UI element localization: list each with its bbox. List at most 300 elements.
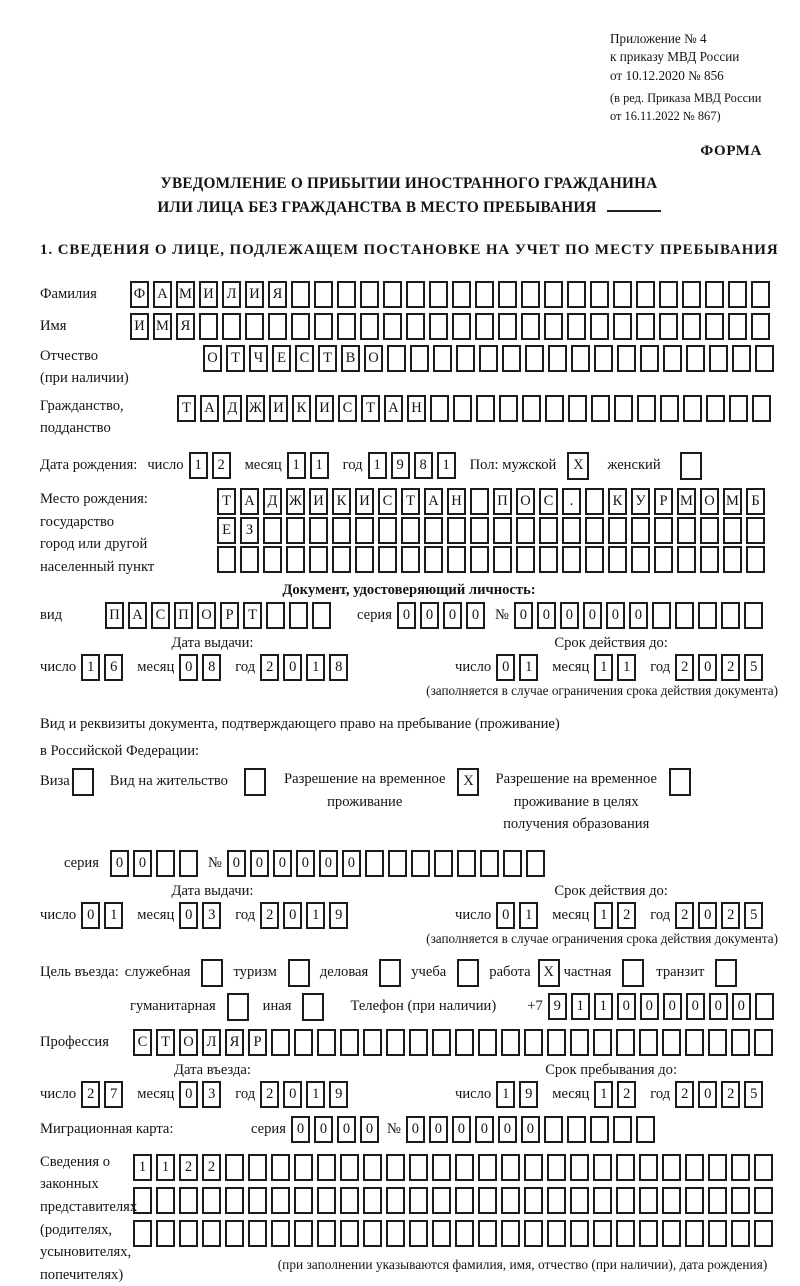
representative-cell[interactable] — [271, 1220, 290, 1247]
doc-series-cell[interactable]: 0 — [397, 602, 416, 629]
birth-place-cell[interactable] — [217, 546, 236, 573]
birth-place-cell[interactable] — [723, 546, 742, 573]
profession-cell[interactable] — [340, 1029, 359, 1056]
doc-type-cell[interactable] — [312, 602, 331, 629]
surname-cell[interactable] — [337, 281, 356, 308]
representative-cell[interactable] — [708, 1154, 727, 1181]
surname-cell[interactable] — [521, 281, 540, 308]
birth-place-cell[interactable]: А — [240, 488, 259, 515]
birth-place-cell[interactable]: М — [677, 488, 696, 515]
representative-cell[interactable] — [179, 1220, 198, 1247]
citizenship-cell[interactable]: Ж — [246, 395, 265, 422]
sex-female-cell[interactable] — [680, 452, 702, 480]
doc-issue-year-cell[interactable]: 0 — [283, 654, 302, 681]
representative-cell[interactable] — [547, 1220, 566, 1247]
citizenship-cell[interactable] — [660, 395, 679, 422]
migration-number-cell[interactable] — [590, 1116, 609, 1143]
representative-cell[interactable] — [386, 1187, 405, 1214]
representative-cell[interactable] — [754, 1220, 773, 1247]
birth-place-cell[interactable]: У — [631, 488, 650, 515]
birth-place-cell[interactable] — [332, 517, 351, 544]
permit-number-cell[interactable] — [480, 850, 499, 877]
representative-cell[interactable] — [386, 1220, 405, 1247]
birth-place-cell[interactable] — [539, 517, 558, 544]
permit-series-cell[interactable] — [156, 850, 175, 877]
entry-day-cell[interactable]: 7 — [104, 1081, 123, 1108]
birth-place-cell[interactable]: П — [493, 488, 512, 515]
permit-series-cell[interactable]: 0 — [133, 850, 152, 877]
birth-place-cell[interactable] — [746, 517, 765, 544]
birth-place-cell[interactable] — [263, 517, 282, 544]
patronymic-cell[interactable] — [594, 345, 613, 372]
doc-series-cell[interactable]: 0 — [466, 602, 485, 629]
temp-permit-cell[interactable]: X — [457, 768, 479, 796]
representative-cell[interactable] — [731, 1187, 750, 1214]
permit-number-cell[interactable]: 0 — [296, 850, 315, 877]
representative-cell[interactable] — [248, 1220, 267, 1247]
representative-cell[interactable] — [340, 1220, 359, 1247]
entry-month-cell[interactable]: 3 — [202, 1081, 221, 1108]
patronymic-cell[interactable] — [732, 345, 751, 372]
birth-place-cell[interactable]: Е — [217, 517, 236, 544]
surname-cell[interactable]: Л — [222, 281, 241, 308]
patronymic-cell[interactable] — [617, 345, 636, 372]
doc-issue-year-cell[interactable]: 2 — [260, 654, 279, 681]
profession-cell[interactable]: Т — [156, 1029, 175, 1056]
entry-year-cell[interactable]: 1 — [306, 1081, 325, 1108]
patronymic-cell[interactable] — [548, 345, 567, 372]
representative-cell[interactable] — [639, 1187, 658, 1214]
permit-number-cell[interactable] — [365, 850, 384, 877]
citizenship-cell[interactable] — [522, 395, 541, 422]
migration-number-cell[interactable]: 0 — [429, 1116, 448, 1143]
birth-place-cell[interactable] — [401, 546, 420, 573]
profession-cell[interactable]: Я — [225, 1029, 244, 1056]
doc-type-cell[interactable]: С — [151, 602, 170, 629]
purpose-tourism-cell[interactable] — [288, 959, 310, 987]
doc-number-cell[interactable]: 0 — [560, 602, 579, 629]
patronymic-cell[interactable]: Т — [226, 345, 245, 372]
citizenship-cell[interactable] — [591, 395, 610, 422]
profession-cell[interactable]: О — [179, 1029, 198, 1056]
patronymic-cell[interactable] — [456, 345, 475, 372]
surname-cell[interactable]: А — [153, 281, 172, 308]
birth-place-cell[interactable] — [401, 517, 420, 544]
birth-place-cell[interactable]: И — [355, 488, 374, 515]
birth-place-cell[interactable] — [677, 546, 696, 573]
citizenship-cell[interactable]: К — [292, 395, 311, 422]
given-name-cell[interactable] — [291, 313, 310, 340]
given-name-cell[interactable] — [728, 313, 747, 340]
permit-issue-month-cell[interactable]: 0 — [179, 902, 198, 929]
stay-year-cell[interactable]: 5 — [744, 1081, 763, 1108]
representative-cell[interactable] — [478, 1154, 497, 1181]
birth-place-cell[interactable] — [240, 546, 259, 573]
birth-place-cell[interactable] — [424, 517, 443, 544]
purpose-other-cell[interactable] — [302, 993, 324, 1021]
profession-cell[interactable] — [271, 1029, 290, 1056]
birth-year-cell[interactable]: 8 — [414, 452, 433, 479]
birth-place-cell[interactable]: К — [332, 488, 351, 515]
migration-series-cell[interactable]: 0 — [291, 1116, 310, 1143]
given-name-cell[interactable]: И — [130, 313, 149, 340]
purpose-private-cell[interactable] — [622, 959, 644, 987]
birth-place-cell[interactable] — [539, 546, 558, 573]
citizenship-cell[interactable]: И — [315, 395, 334, 422]
representative-cell[interactable] — [363, 1220, 382, 1247]
permit-series-cell[interactable]: 0 — [110, 850, 129, 877]
stay-year-cell[interactable]: 2 — [675, 1081, 694, 1108]
doc-issue-month-cell[interactable]: 8 — [202, 654, 221, 681]
representative-cell[interactable] — [294, 1154, 313, 1181]
permit-number-cell[interactable] — [503, 850, 522, 877]
stay-day-cell[interactable]: 1 — [496, 1081, 515, 1108]
patronymic-cell[interactable] — [755, 345, 774, 372]
citizenship-cell[interactable] — [545, 395, 564, 422]
doc-issue-year-cell[interactable]: 8 — [329, 654, 348, 681]
representative-cell[interactable] — [593, 1187, 612, 1214]
purpose-transit-cell[interactable] — [715, 959, 737, 987]
doc-series-cell[interactable]: 0 — [443, 602, 462, 629]
representative-cell[interactable] — [616, 1220, 635, 1247]
representative-cell[interactable] — [501, 1154, 520, 1181]
representative-cell[interactable] — [363, 1154, 382, 1181]
patronymic-cell[interactable] — [709, 345, 728, 372]
representative-cell[interactable] — [294, 1187, 313, 1214]
profession-cell[interactable] — [294, 1029, 313, 1056]
birth-place-cell[interactable]: А — [424, 488, 443, 515]
profession-cell[interactable]: С — [133, 1029, 152, 1056]
representative-cell[interactable] — [386, 1154, 405, 1181]
given-name-cell[interactable] — [360, 313, 379, 340]
citizenship-cell[interactable] — [729, 395, 748, 422]
representative-cell[interactable] — [685, 1154, 704, 1181]
birth-place-cell[interactable] — [585, 546, 604, 573]
permit-issue-month-cell[interactable]: 3 — [202, 902, 221, 929]
patronymic-cell[interactable] — [686, 345, 705, 372]
representative-cell[interactable] — [662, 1187, 681, 1214]
patronymic-cell[interactable] — [663, 345, 682, 372]
doc-type-cell[interactable]: Р — [220, 602, 239, 629]
representative-cell[interactable] — [409, 1220, 428, 1247]
surname-cell[interactable]: И — [245, 281, 264, 308]
given-name-cell[interactable] — [337, 313, 356, 340]
birth-place-cell[interactable] — [355, 546, 374, 573]
surname-cell[interactable]: Ф — [130, 281, 149, 308]
migration-number-cell[interactable] — [636, 1116, 655, 1143]
doc-number-cell[interactable] — [721, 602, 740, 629]
representative-cell[interactable]: 1 — [156, 1154, 175, 1181]
representative-cell[interactable] — [501, 1220, 520, 1247]
representative-cell[interactable] — [156, 1187, 175, 1214]
doc-expiry-year-cell[interactable]: 2 — [721, 654, 740, 681]
patronymic-cell[interactable]: С — [295, 345, 314, 372]
citizenship-cell[interactable]: Н — [407, 395, 426, 422]
birth-place-cell[interactable]: Н — [447, 488, 466, 515]
doc-number-cell[interactable]: 0 — [629, 602, 648, 629]
given-name-cell[interactable] — [245, 313, 264, 340]
permit-issue-day-cell[interactable]: 1 — [104, 902, 123, 929]
birth-place-cell[interactable] — [608, 546, 627, 573]
representative-cell[interactable] — [202, 1187, 221, 1214]
doc-expiry-month-cell[interactable]: 1 — [617, 654, 636, 681]
birth-place-cell[interactable] — [424, 546, 443, 573]
citizenship-cell[interactable] — [568, 395, 587, 422]
given-name-cell[interactable] — [705, 313, 724, 340]
representative-cell[interactable] — [179, 1187, 198, 1214]
permit-number-cell[interactable] — [411, 850, 430, 877]
surname-cell[interactable] — [383, 281, 402, 308]
permit-series-cell[interactable] — [179, 850, 198, 877]
representative-cell[interactable] — [432, 1220, 451, 1247]
given-name-cell[interactable] — [429, 313, 448, 340]
permit-number-cell[interactable]: 0 — [319, 850, 338, 877]
migration-number-cell[interactable] — [544, 1116, 563, 1143]
given-name-cell[interactable] — [682, 313, 701, 340]
given-name-cell[interactable] — [452, 313, 471, 340]
representative-cell[interactable] — [639, 1220, 658, 1247]
doc-number-cell[interactable] — [744, 602, 763, 629]
representative-cell[interactable] — [524, 1154, 543, 1181]
doc-number-cell[interactable]: 0 — [537, 602, 556, 629]
purpose-business-cell[interactable] — [379, 959, 401, 987]
profession-cell[interactable] — [547, 1029, 566, 1056]
profession-cell[interactable] — [754, 1029, 773, 1056]
citizenship-cell[interactable]: И — [269, 395, 288, 422]
birth-place-cell[interactable] — [493, 517, 512, 544]
migration-series-cell[interactable]: 0 — [314, 1116, 333, 1143]
patronymic-cell[interactable] — [640, 345, 659, 372]
permit-issue-year-cell[interactable]: 9 — [329, 902, 348, 929]
given-name-cell[interactable] — [613, 313, 632, 340]
profession-cell[interactable]: Р — [248, 1029, 267, 1056]
surname-cell[interactable] — [360, 281, 379, 308]
surname-cell[interactable]: И — [199, 281, 218, 308]
profession-cell[interactable] — [478, 1029, 497, 1056]
profession-cell[interactable] — [685, 1029, 704, 1056]
doc-number-cell[interactable] — [675, 602, 694, 629]
representative-cell[interactable] — [432, 1154, 451, 1181]
given-name-cell[interactable] — [498, 313, 517, 340]
patronymic-cell[interactable] — [433, 345, 452, 372]
citizenship-cell[interactable]: Т — [361, 395, 380, 422]
representative-cell[interactable]: 1 — [133, 1154, 152, 1181]
birth-place-cell[interactable] — [631, 546, 650, 573]
representative-cell[interactable]: 2 — [179, 1154, 198, 1181]
sex-male-cell[interactable]: X — [567, 452, 589, 480]
representative-cell[interactable] — [317, 1154, 336, 1181]
purpose-work-cell[interactable]: X — [538, 959, 560, 987]
doc-issue-day-cell[interactable]: 6 — [104, 654, 123, 681]
representative-cell[interactable] — [225, 1187, 244, 1214]
citizenship-cell[interactable]: А — [384, 395, 403, 422]
doc-number-cell[interactable] — [698, 602, 717, 629]
birth-place-cell[interactable] — [654, 546, 673, 573]
representative-cell[interactable] — [363, 1187, 382, 1214]
doc-type-cell[interactable]: Т — [243, 602, 262, 629]
migration-number-cell[interactable] — [613, 1116, 632, 1143]
representative-cell[interactable] — [340, 1187, 359, 1214]
birth-place-cell[interactable] — [493, 546, 512, 573]
birth-place-cell[interactable] — [447, 546, 466, 573]
doc-expiry-year-cell[interactable]: 5 — [744, 654, 763, 681]
given-name-cell[interactable] — [314, 313, 333, 340]
representative-cell[interactable] — [731, 1154, 750, 1181]
profession-cell[interactable] — [593, 1029, 612, 1056]
birth-year-cell[interactable]: 1 — [437, 452, 456, 479]
doc-expiry-day-cell[interactable]: 1 — [519, 654, 538, 681]
doc-issue-month-cell[interactable]: 0 — [179, 654, 198, 681]
birth-place-cell[interactable] — [470, 517, 489, 544]
representative-cell[interactable] — [662, 1220, 681, 1247]
surname-cell[interactable] — [613, 281, 632, 308]
entry-year-cell[interactable]: 2 — [260, 1081, 279, 1108]
representative-cell[interactable] — [455, 1187, 474, 1214]
permit-expiry-year-cell[interactable]: 0 — [698, 902, 717, 929]
representative-cell[interactable] — [685, 1187, 704, 1214]
birth-place-cell[interactable]: К — [608, 488, 627, 515]
representative-cell[interactable] — [754, 1154, 773, 1181]
migration-number-cell[interactable]: 0 — [452, 1116, 471, 1143]
given-name-cell[interactable] — [567, 313, 586, 340]
patronymic-cell[interactable] — [479, 345, 498, 372]
representative-cell[interactable] — [409, 1187, 428, 1214]
citizenship-cell[interactable] — [499, 395, 518, 422]
surname-cell[interactable] — [728, 281, 747, 308]
profession-cell[interactable] — [363, 1029, 382, 1056]
representative-cell[interactable] — [639, 1154, 658, 1181]
birth-place-cell[interactable]: Р — [654, 488, 673, 515]
surname-cell[interactable] — [659, 281, 678, 308]
representative-cell[interactable] — [547, 1187, 566, 1214]
patronymic-cell[interactable] — [410, 345, 429, 372]
birth-month-cell[interactable]: 1 — [287, 452, 306, 479]
patronymic-cell[interactable] — [502, 345, 521, 372]
representative-cell[interactable] — [225, 1154, 244, 1181]
patronymic-cell[interactable]: О — [364, 345, 383, 372]
birth-place-cell[interactable] — [447, 517, 466, 544]
doc-expiry-year-cell[interactable]: 0 — [698, 654, 717, 681]
purpose-humanitarian-cell[interactable] — [227, 993, 249, 1021]
representative-cell[interactable] — [616, 1187, 635, 1214]
representative-cell[interactable] — [708, 1187, 727, 1214]
birth-place-cell[interactable] — [309, 546, 328, 573]
birth-place-cell[interactable] — [700, 517, 719, 544]
surname-cell[interactable] — [406, 281, 425, 308]
profession-cell[interactable] — [409, 1029, 428, 1056]
birth-place-cell[interactable] — [723, 517, 742, 544]
representative-cell[interactable] — [432, 1187, 451, 1214]
representative-cell[interactable] — [271, 1154, 290, 1181]
birth-place-cell[interactable]: С — [378, 488, 397, 515]
doc-number-cell[interactable] — [652, 602, 671, 629]
birth-place-cell[interactable] — [286, 546, 305, 573]
given-name-cell[interactable] — [268, 313, 287, 340]
doc-number-cell[interactable]: 0 — [606, 602, 625, 629]
representative-cell[interactable] — [570, 1220, 589, 1247]
profession-cell[interactable] — [524, 1029, 543, 1056]
purpose-study-cell[interactable] — [457, 959, 479, 987]
given-name-cell[interactable] — [222, 313, 241, 340]
representative-cell[interactable] — [133, 1220, 152, 1247]
permit-expiry-year-cell[interactable]: 2 — [721, 902, 740, 929]
profession-cell[interactable]: Л — [202, 1029, 221, 1056]
surname-cell[interactable] — [567, 281, 586, 308]
representative-cell[interactable] — [662, 1154, 681, 1181]
birth-place-cell[interactable]: И — [309, 488, 328, 515]
birth-place-cell[interactable]: . — [562, 488, 581, 515]
doc-number-cell[interactable]: 0 — [583, 602, 602, 629]
representative-cell[interactable] — [248, 1187, 267, 1214]
migration-series-cell[interactable]: 0 — [360, 1116, 379, 1143]
given-name-cell[interactable] — [544, 313, 563, 340]
entry-year-cell[interactable]: 9 — [329, 1081, 348, 1108]
given-name-cell[interactable] — [636, 313, 655, 340]
given-name-cell[interactable]: М — [153, 313, 172, 340]
surname-cell[interactable] — [475, 281, 494, 308]
permit-expiry-day-cell[interactable]: 0 — [496, 902, 515, 929]
surname-cell[interactable] — [314, 281, 333, 308]
birth-place-cell[interactable]: С — [539, 488, 558, 515]
birth-place-cell[interactable] — [355, 517, 374, 544]
stay-year-cell[interactable]: 0 — [698, 1081, 717, 1108]
phone-digit-cell[interactable]: 0 — [686, 993, 705, 1020]
patronymic-cell[interactable]: Е — [272, 345, 291, 372]
citizenship-cell[interactable] — [453, 395, 472, 422]
given-name-cell[interactable] — [383, 313, 402, 340]
purpose-official-cell[interactable] — [201, 959, 223, 987]
doc-series-cell[interactable]: 0 — [420, 602, 439, 629]
representative-cell[interactable] — [225, 1220, 244, 1247]
representative-cell[interactable] — [294, 1220, 313, 1247]
birth-place-cell[interactable] — [654, 517, 673, 544]
birth-place-cell[interactable] — [309, 517, 328, 544]
migration-number-cell[interactable]: 0 — [521, 1116, 540, 1143]
entry-year-cell[interactable]: 0 — [283, 1081, 302, 1108]
birth-place-cell[interactable] — [585, 488, 604, 515]
representative-cell[interactable] — [616, 1154, 635, 1181]
surname-cell[interactable] — [429, 281, 448, 308]
birth-place-cell[interactable] — [562, 546, 581, 573]
representative-cell[interactable] — [570, 1187, 589, 1214]
representative-cell[interactable] — [340, 1154, 359, 1181]
given-name-cell[interactable] — [199, 313, 218, 340]
patronymic-cell[interactable] — [571, 345, 590, 372]
permit-number-cell[interactable] — [457, 850, 476, 877]
representative-cell[interactable] — [593, 1154, 612, 1181]
doc-issue-day-cell[interactable]: 1 — [81, 654, 100, 681]
representative-cell[interactable] — [202, 1220, 221, 1247]
birth-place-cell[interactable]: М — [723, 488, 742, 515]
birth-place-cell[interactable] — [470, 488, 489, 515]
permit-number-cell[interactable]: 0 — [227, 850, 246, 877]
given-name-cell[interactable] — [406, 313, 425, 340]
profession-cell[interactable] — [708, 1029, 727, 1056]
representative-cell[interactable] — [248, 1154, 267, 1181]
citizenship-cell[interactable] — [683, 395, 702, 422]
citizenship-cell[interactable]: Д — [223, 395, 242, 422]
permit-expiry-month-cell[interactable]: 1 — [594, 902, 613, 929]
profession-cell[interactable] — [386, 1029, 405, 1056]
residence-permit-cell[interactable] — [244, 768, 266, 796]
permit-number-cell[interactable]: 0 — [342, 850, 361, 877]
profession-cell[interactable] — [501, 1029, 520, 1056]
birth-day-cell[interactable]: 1 — [189, 452, 208, 479]
profession-cell[interactable] — [731, 1029, 750, 1056]
given-name-cell[interactable] — [659, 313, 678, 340]
phone-digit-cell[interactable]: 0 — [663, 993, 682, 1020]
profession-cell[interactable] — [616, 1029, 635, 1056]
